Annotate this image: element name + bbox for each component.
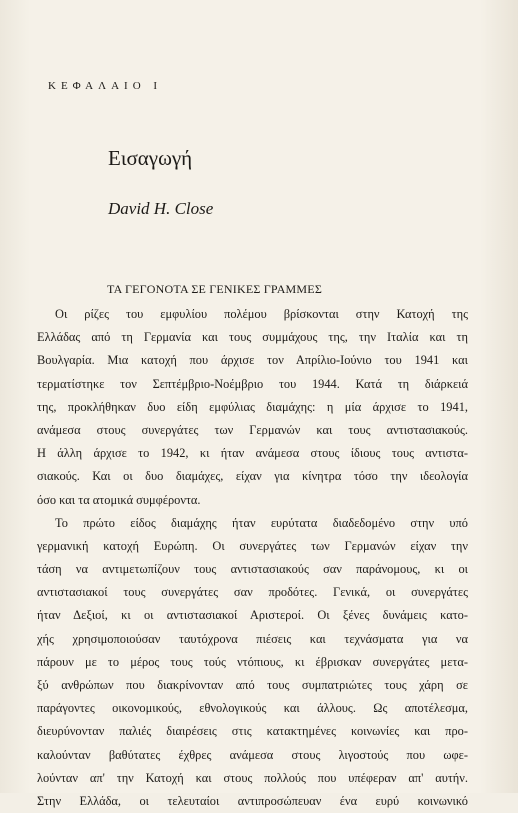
text-line: ξύ ανθρώπων που διακρίνονταν από τους συμπατριώτες τους χάρη σε [37, 678, 468, 692]
text-line: σιακούς. Και οι δυο διαμάχες, είχαν για κίνητρα τόσο την ιδεολογία [37, 469, 468, 484]
text-line: Βουλγαρία. Μια κατοχή που άρχισε τον Απρίλιο-Ιούνιο του 1941 και [37, 353, 468, 368]
chapter-title: Εισαγωγή [108, 146, 193, 170]
text-line: πάρουν με το μέρος τους τούς ντόπιους, κι έβρισκαν συνεργάτες μετα- [37, 654, 468, 669]
text-line: ανάμεσα στους συνεργάτες των Γερμανών και τους αντιστασιακούς. [37, 422, 468, 437]
text-line: καλούνταν βαθύτατες έχθρες ανάμεσα στους λιγοστούς που ωφε- [37, 747, 468, 762]
text-line: Η άλλη άρχισε το 1942, κι ήταν ανάμεσα στους ίδιους τους αντιστα- [37, 446, 468, 461]
body-text [37, 303, 468, 813]
section-heading: ΤΑ ΓΕΓΟΝΟΤΑ ΣΕ ΓΕΝΙΚΕΣ ΓΡΑΜΜΕΣ [107, 282, 323, 296]
text-line: χής χρησιμοποιούσαν ταυτόχρονα πιέσεις και τεχνάσματα για να [37, 631, 468, 646]
text-line: τερματίστηκε τον Σεπτέμβριο-Νοέμβριο του 1944. Κατά τη διάρκειά [37, 376, 468, 391]
text-line: Οι ρίζες του εμφυλίου πολέμου βρίσκονται στην Κατοχή της [55, 307, 468, 321]
text-line: όσο και τα ατομικά συμφέροντα. [37, 492, 201, 507]
author-name: David H. Close [108, 199, 214, 218]
text-line: τάση να αντιμετωπίζουν τους αντιστασιακούς σαν παράνομους, κι οι [37, 562, 468, 577]
text-line: Στην Ελλάδα, οι τελευταίοι αντιπροσώπευαν ένα ευρύ κοινωνικό [37, 793, 468, 808]
text-line: της, προκλήθηκαν δυο είδη εμφύλιας διαμάχης: η μία άρχισε το 1941, [37, 399, 468, 414]
chapter-label: ΚΕΦΑΛΑΙΟ Ι [48, 80, 163, 92]
text-line: παράγοντες οικονομικούς, εθνολογικούς και άλλους. Ως αποτέλεσμα, [37, 701, 468, 716]
text-line: Ελλάδας από τη Γερμανία και τους συμμάχους της, την Ιταλία και τη [37, 330, 468, 345]
text-line: διευρύνονταν παλιές διαιρέσεις στις κατακτημένες κοινωνίες και προ- [37, 724, 468, 739]
text-line: Το πρώτο είδος διαμάχης ήταν ευρύτατα διαδεδομένο στην υπό [55, 515, 468, 530]
text-line: λούνταν απ' την Κατοχή και στους πολλούς που υπέφεραν απ' αυτήν. [37, 770, 468, 785]
text-line: αντιστασιακοί τους συνεργάτες σαν προδότες. Γενικά, οι συνεργάτες [37, 585, 468, 600]
text-line: γερμανική κατοχή Ευρώπη. Οι συνεργάτες των Γερμανών είχαν την [37, 538, 468, 553]
text-line: ήταν Δεξιοί, κι οι αντιστασιακοί Αριστεροί. Οι ξένες δυνάμεις κατο- [37, 608, 468, 623]
